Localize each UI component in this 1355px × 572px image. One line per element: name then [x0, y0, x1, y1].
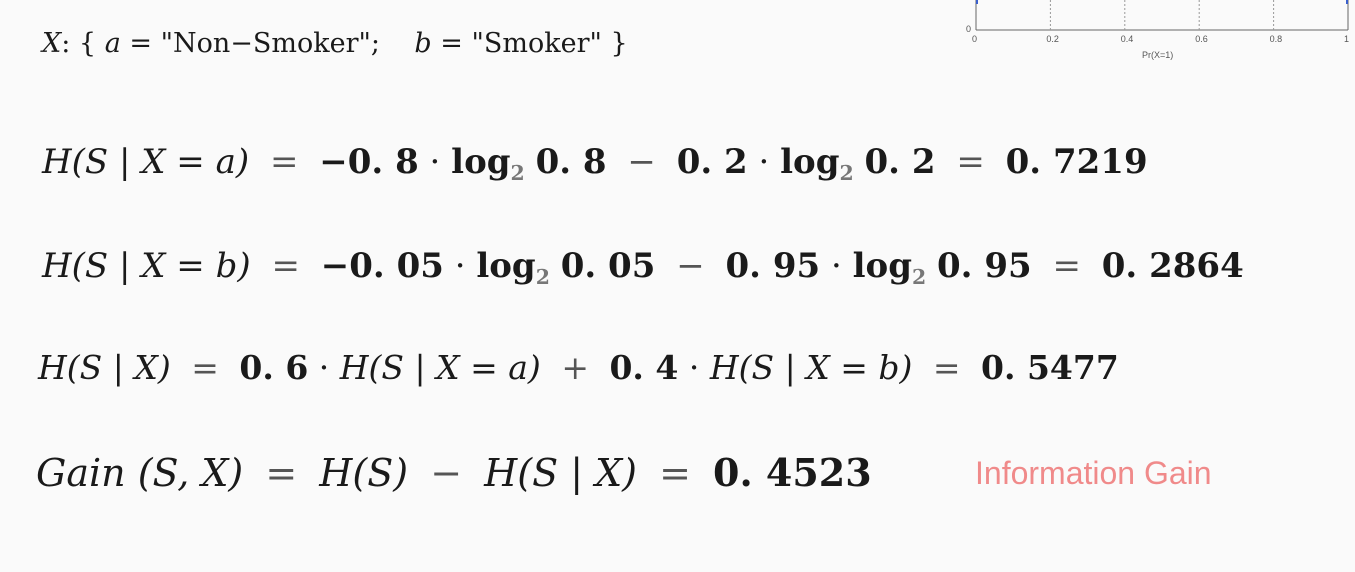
eq2-term1-coef: −0. 05	[320, 246, 444, 286]
chart-x-tick-label: 0.6	[1195, 34, 1208, 44]
eq1-term1-coef: −0. 8	[319, 142, 419, 182]
eq2-lhs: H(S | X = b)	[42, 246, 251, 286]
eq2-term1-arg: 0. 05	[560, 246, 656, 286]
eq3-weight1: 0. 6	[239, 348, 309, 387]
chart-x-axis-label: Pr(X=1)	[1142, 50, 1174, 60]
eq4-term1: H(S)	[319, 451, 409, 495]
variable-definition: X: { a = "Non−Smoker"; b = "Smoker" }	[42, 28, 628, 59]
def-b-label: b	[414, 28, 432, 59]
entropy-given-a-equation: H(S | X = a) = −0. $8 \cdot \log_2 0$. 8 − 0. $2 \cdot \log_2 0$. 2 = 0. 7219	[42, 142, 1148, 186]
eq3-term1: H(S | X = a)	[339, 348, 541, 387]
eq4-lhs: Gain (S, X)	[36, 451, 244, 495]
eq1-term2-coef: 0. 2	[676, 142, 748, 182]
def-b-value: "Smoker"	[471, 28, 602, 59]
eq3-weight2: 0. 4	[609, 348, 679, 387]
chart-curve-start-marker	[976, 0, 978, 4]
eq3-lhs: H(S | X)	[38, 348, 171, 387]
def-a-label: a	[104, 28, 121, 59]
information-gain-annotation: Information Gain	[975, 455, 1212, 491]
eq2-term2-coef: 0. 95	[725, 246, 821, 286]
chart-x-tick-label: 0	[972, 34, 978, 44]
eq1-term2-arg: 0. 2	[864, 142, 936, 182]
eq2-result: 0. 2864	[1101, 246, 1244, 286]
eq1-term1-arg: 0. 8	[535, 142, 607, 182]
eq4-result: 0. 4523	[713, 450, 872, 495]
chart-x-tick-label: 0.2	[1046, 34, 1059, 44]
chart-x-tick-label: 0.8	[1269, 34, 1283, 44]
eq4-term2: H(S | X)	[484, 451, 637, 495]
def-var: X	[42, 28, 62, 59]
eq1-lhs: H(S | X = a)	[42, 142, 250, 182]
chart-y-tick-label: 0	[966, 24, 972, 34]
eq2-term2-arg: 0. 95	[936, 246, 1032, 286]
chart-x-tick-label: 0.4	[1120, 34, 1134, 44]
def-a-value: "Non−Smoker";	[160, 28, 381, 59]
conditional-entropy-equation: H(S | X) = 0. 6 · H(S | X = a) + 0. 4 · H(S | X = b) = 0. 5477	[38, 348, 1119, 387]
eq1-result: 0. 7219	[1005, 142, 1148, 182]
chart-curve-end-marker	[1346, 0, 1348, 4]
entropy-chart-fragment	[960, 0, 1355, 70]
eq3-result: 0. 5477	[981, 348, 1119, 387]
eq3-term2: H(S | X = b)	[709, 348, 913, 387]
information-gain-equation: Gain (S, X) = H(S) − H(S | X) = 0. 4523	[36, 450, 872, 495]
entropy-given-b-equation: H(S | X = b) = −0. $05 \cdot \log_2 0$. 05 − 0. $95 \cdot \log_2 0$. 95 = 0. 2864	[42, 246, 1244, 290]
chart-x-tick-label: 1	[1344, 34, 1350, 44]
